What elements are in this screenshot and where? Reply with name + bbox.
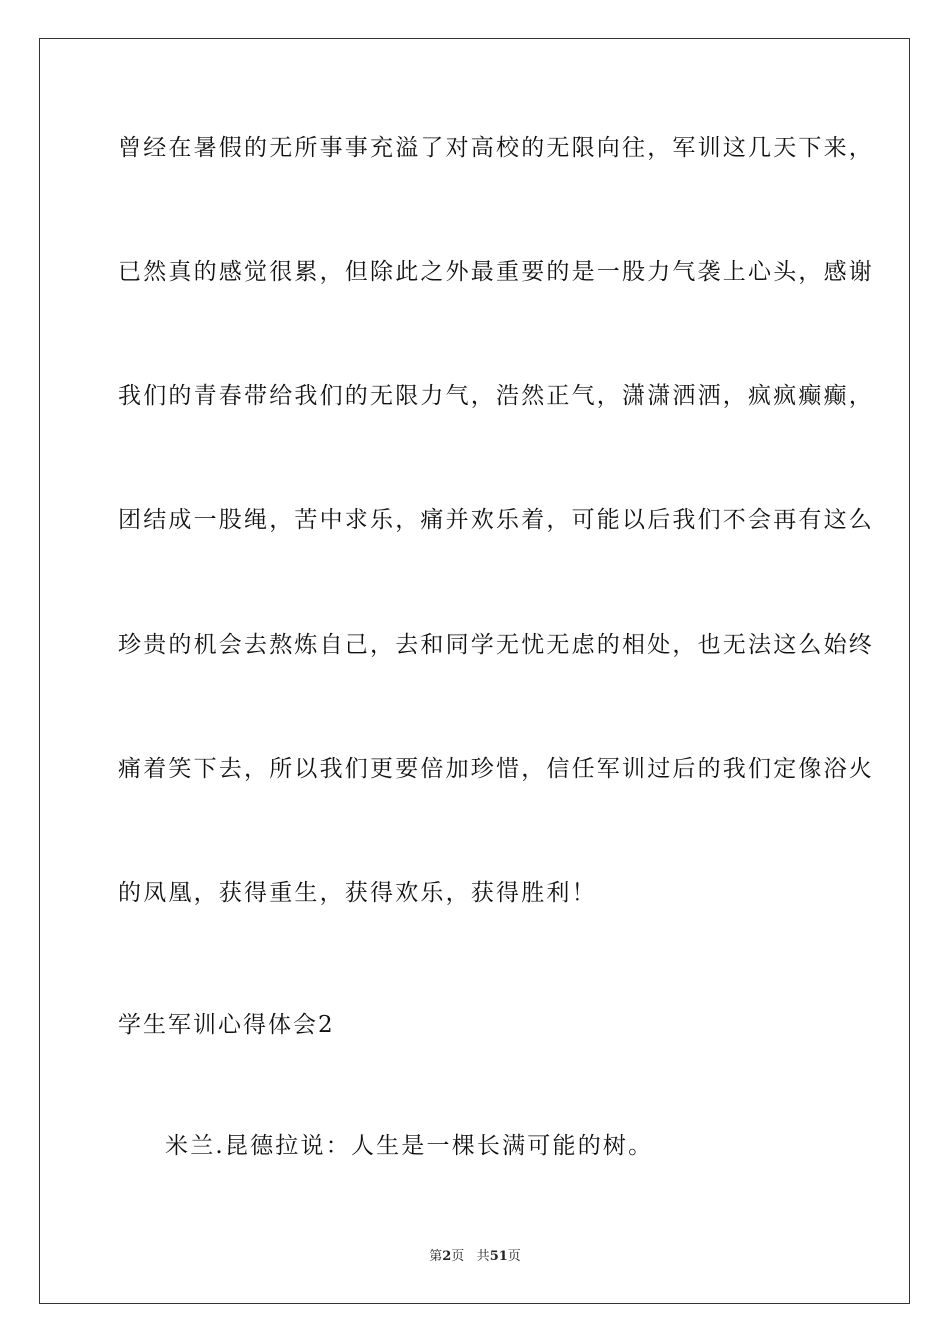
section-heading: 学生军训心得体会2 [118, 1012, 335, 1038]
body-line-7: 的凤凰，获得重生，获得欢乐，获得胜利！ [118, 880, 597, 906]
body-line-5: 珍贵的机会去熬炼自己，去和同学无忧无虑的相处，也无法这么始终 [118, 632, 874, 658]
page-border [39, 38, 910, 1304]
body-line-3: 我们的青春带给我们的无限力气，浩然正气，潇潇洒洒，疯疯癫癫， [118, 383, 874, 409]
body-line-2: 已然真的感觉很累，但除此之外最重要的是一股力气袭上心头，感谢 [118, 259, 874, 285]
footer-page-number: 2 [442, 1249, 452, 1264]
footer-total-prefix: 共 [476, 1249, 490, 1264]
body-line-4: 团结成一股绳，苦中求乐，痛并欢乐着，可能以后我们不会再有这么 [118, 507, 874, 533]
quote-paragraph: 米兰.昆德拉说：人生是一棵长满可能的树。 [165, 1133, 654, 1159]
footer-total-pages: 51 [489, 1249, 508, 1264]
footer-page-suffix: 页 [451, 1249, 465, 1264]
page-footer [0, 1249, 950, 1265]
body-line-1: 曾经在暑假的无所事事充溢了对高校的无限向往，军训这几天下来， [118, 135, 874, 161]
footer-page-prefix: 第 [429, 1249, 443, 1264]
footer-total-suffix: 页 [507, 1249, 521, 1264]
body-line-6: 痛着笑下去，所以我们更要倍加珍惜，信任军训过后的我们定像浴火 [118, 756, 874, 782]
